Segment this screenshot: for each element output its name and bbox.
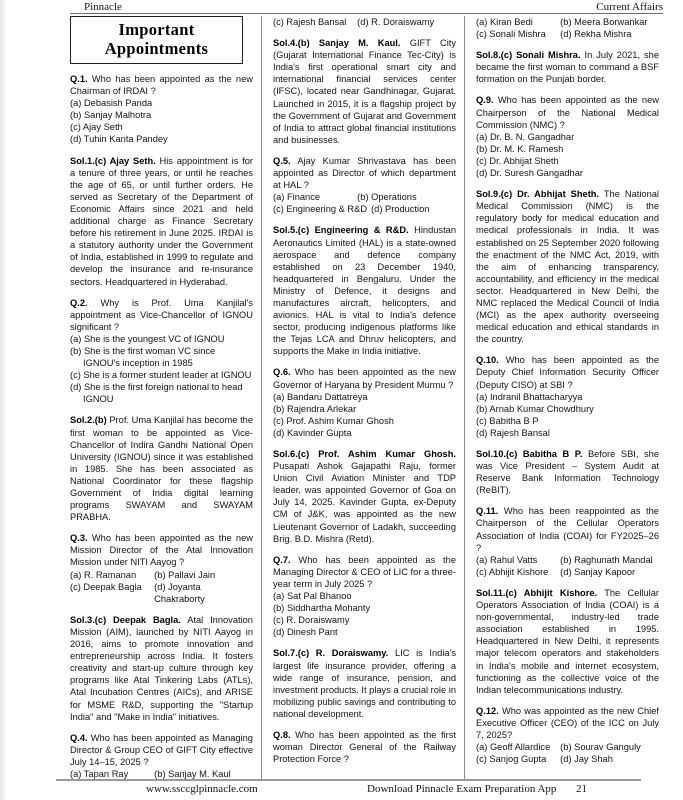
option-line: (a) Indranil Bhattacharyya: [476, 391, 583, 402]
option-item: (d) R. Doraiswamy: [357, 17, 435, 27]
option-line: [70, 569, 253, 581]
question-number: Q.5.: [273, 155, 291, 166]
option-item: (b) Sourav Ganguly: [560, 742, 641, 753]
option-line: [476, 28, 659, 40]
option-item: (d) Rekha Mishra: [560, 29, 632, 40]
solution-answer: Sol.1.(c) Ajay Seth.: [70, 155, 156, 166]
solution-answer: Sol.9.(c) Dr. Abhijat Sheth.: [476, 189, 600, 200]
option-line: [476, 566, 659, 578]
option-line: [476, 16, 659, 28]
solution-para: [273, 224, 456, 357]
question-text: Who has been reappointed as the Chairperson of the Cellular Operators Association of India (COAI) for FY2025–26 ?: [476, 506, 659, 553]
option-line: (a) Sat Pal Bhanoo: [273, 591, 352, 602]
question-number: Q.2.: [70, 297, 88, 308]
solution-text: The National Medical Commission (NMC) is the regulatory body for medical education and medical professionals in India. It was established on 25 September 2020 following the enactment of the NMC Act, 2019, with the aim of enhancing transparency, accountability, and efficiency in the medical sector. Headquartered in New Delhi, the NMC replaced the Medical Council of India (MCI) as the apex authority overseeing medical education and ethical standards in the country.: [476, 189, 659, 345]
content-area: [0, 14, 683, 779]
question-text: Who has been appointed as Managing Director & Group CEO of GIFT City effective July 14–15, 2025 ?: [70, 732, 253, 767]
question-number: Q.6.: [273, 367, 291, 378]
option-item: (a) Rahul Vatts: [476, 554, 538, 565]
options-block: [476, 16, 659, 40]
option-line: (c) R. Doraiswamy: [273, 615, 350, 626]
option-item: (b) Pallavi Jain: [154, 569, 216, 580]
solution-para: [70, 614, 253, 723]
page-header: [70, 0, 663, 14]
question-para: [476, 705, 659, 741]
question-block: [476, 354, 659, 439]
solution-para: [476, 587, 659, 696]
solution-text: In July 2021, she became the first woman to command a BSF formation on the Punjab border.: [476, 50, 660, 85]
solution-text: Atal Innovation Mission (AIM), launched by NITI Aayog in 2016, aims to promote innovation and entrepreneurship across India. It fosters creativity and start-up culture through key programs like Atal Tinkering Labs (ATLs), Atal Incubation Centres (AICs), and ARISE for MSME R&D, supporting the "Startup India" and "Make in India" initiatives.: [70, 614, 253, 722]
solution-block: [476, 587, 659, 696]
solution-answer: Sol.10.(c) Babitha B P.: [476, 449, 583, 459]
question-para: [70, 297, 253, 333]
option-line: (d) Tuhin Kanta Pandey: [70, 134, 168, 145]
question-para: [273, 729, 456, 765]
option-item: (c) Abhijit Kishore: [476, 566, 549, 577]
question-para: [476, 94, 659, 130]
solution-para: [70, 155, 253, 288]
option-line: (a) Dr. B. N. Gangadhar: [476, 131, 575, 142]
option-line: [273, 16, 456, 28]
solution-block: [476, 188, 659, 345]
option-item: (b) Operations: [357, 192, 417, 203]
solution-text: Pusapati Ashok Gajapathi Raju, former Union Civil Aviation Minister and TDP leader, was appointed Governor of Goa on July 14, 2025. Kavinder Gupta, ex-Deputy CM of J&K, was appointed as the new Lieutenant Governor of Ladakh, succeeding Brig. B.D. Mishra (Retd).: [273, 461, 456, 544]
column-2: [261, 16, 464, 779]
option-item: (a) Finance: [273, 192, 321, 203]
option-line: (a) Bandaru Dattatreya: [273, 391, 368, 402]
solution-block: [70, 155, 253, 288]
solution-block: [273, 37, 456, 146]
solution-text: LIC is India's largest life insurance provider, offering a wide range of insurance, pension, and investment products. It plays a crucial role in mobilizing public savings and contributing to national development.: [273, 648, 456, 719]
solution-text: His appointment is for a tenure of three years, or until he reaches the age of 65, or until further orders. He served as Secretary of the Department of Economic Affairs since 2021 and held additional charge as Finance Secretary before his retirement in June 2025. IRDAI is a statutory authority under the Government of India, established in 1999 to regulate and develop the insurance and re-insurance sectors. Headquartered in Hyderabad.: [70, 155, 253, 287]
chapter-title-text: Important Appointments: [104, 20, 209, 58]
solution-answer: Sol.6.(c) Prof. Ashim Kumar Ghosh.: [273, 449, 456, 459]
question-para: [273, 554, 456, 590]
question-para: [70, 732, 253, 768]
option-item: (a) Tapan Ray: [70, 768, 129, 779]
options-block: [273, 16, 456, 28]
solution-para: [476, 448, 659, 496]
question-block: [476, 505, 659, 578]
option-line: (c) Babitha B P: [476, 415, 539, 426]
option-item: (c) Sanjog Gupta: [476, 754, 547, 765]
option-line: [476, 741, 659, 753]
option-line: (c) Ajay Seth: [70, 122, 123, 133]
footer-rule: [56, 779, 641, 781]
solution-answer: Sol.4.(b) Sanjay M. Kaul.: [273, 38, 401, 49]
option-line: [476, 753, 659, 765]
question-block: [273, 155, 456, 215]
solution-answer: Sol.11.(c) Abhijit Kishore.: [476, 587, 598, 598]
solution-block: [273, 448, 456, 545]
option-line: [273, 191, 456, 203]
app-promo-text: Download Pinnacle Exam Preparation App: [367, 783, 557, 795]
question-text: Who has been appointed as the Managing Director & CEO of LIC for a three-year term in July 2025 ?: [273, 554, 456, 589]
question-number: Q.1.: [70, 74, 88, 84]
question-number: Q.10.: [476, 355, 499, 366]
question-block: [70, 732, 253, 779]
solution-para: [70, 414, 253, 523]
option-line: (d) She is the first foreign national to head IGNOU: [70, 382, 243, 405]
option-line: (b) She is the first woman VC since IGNOU's inception in 1985: [70, 345, 216, 369]
option-line: (c) Prof. Ashim Kumar Ghosh: [273, 415, 394, 426]
option-line: (c) Dr. Abhijat Sheth: [476, 155, 559, 166]
question-text: Who has been appointed as the new Mission Director of the Atal Innovation Mission under NITI Aayog ?: [70, 533, 253, 568]
question-number: Q.12.: [476, 705, 499, 716]
solution-text: Hindustan Aeronautics Limited (HAL) is a state-owned aerospace and defence company established on 23 December 1940, headquartered in Bengaluru. Under the Ministry of Defence, it designs and manufactures aircraft, helicopters, and avionics. HAL is vital to India's defence sector, producing indigenous platforms like the Tejas LCA and Dhruv helicopters, and supports the Make in India initiative.: [273, 225, 456, 357]
solution-answer: Sol.3.(c) Deepak Bagla.: [70, 614, 181, 625]
solution-block: [273, 224, 456, 357]
option-line: (b) Rajendra Arlekar: [273, 403, 357, 414]
question-para: [273, 155, 456, 191]
column-1: [70, 16, 261, 779]
solution-answer: Sol.5.(c) Engineering & R&D.: [273, 225, 409, 236]
question-text: Who has been appointed as the Deputy Chief Information Security Officer (Deputy CISO) at SBI ?: [476, 355, 659, 390]
chapter-title-box: [70, 16, 243, 64]
option-line: (d) Rajesh Bansal: [476, 427, 550, 438]
page-footer: [0, 779, 683, 800]
option-line: [70, 581, 253, 605]
solution-answer: Sol.8.(c) Sonali Mishra.: [476, 50, 581, 61]
option-item: (d) Joyanta Chakraborty: [154, 581, 205, 604]
option-item: (a) R. Ramanan: [70, 569, 137, 580]
question-text: Who has been appointed as the new Chairperson of the National Medical Commission (NMC) ?: [476, 95, 659, 130]
option-item: (b) Sanjay M. Kaul: [154, 768, 231, 779]
question-para: [476, 505, 659, 553]
solution-block: [70, 614, 253, 723]
solution-block: [476, 448, 659, 496]
solution-block: [273, 647, 456, 720]
solution-para: [476, 188, 659, 345]
option-item: (c) Rajesh Bansal: [273, 17, 347, 27]
solution-text: Before SBI, she was Vice President – System Audit at Reserve Bank Information Technology (ReBIT).: [476, 449, 659, 496]
website-text: www.ssccglpinnacle.com: [146, 783, 258, 795]
option-item: (c) Deepak Bagla: [70, 581, 142, 592]
option-line: (c) She is a former student leader at IGNOU: [70, 370, 252, 381]
solution-para: [273, 448, 456, 545]
option-item: (d) Production: [371, 204, 430, 215]
question-block: [476, 705, 659, 765]
question-number: Q.4.: [70, 732, 88, 743]
solution-para: [273, 37, 456, 146]
option-line: (b) Arnab Kumar Chowdhury: [476, 403, 594, 414]
question-text: Ajay Kumar Shrivastava has been appointed as Director of which department at HAL ?: [273, 155, 456, 191]
solution-answer: Sol.2.(b): [70, 415, 107, 426]
solution-text: GIFT City (Gujarat International Finance Tec-City) is India's first operational smart city and international financial services center (IFSC), located near Gandhinagar, Gujarat. Launched in 2015, it is a flagship project by the Government of Gujarat and Government of India to attract global financial institutions and businesses.: [273, 38, 457, 145]
column-3: [464, 16, 667, 779]
solution-para: [273, 647, 456, 720]
section-text: Current Affairs: [596, 1, 663, 13]
question-para: [273, 366, 456, 390]
question-text: Who has been appointed as the new Governor of Haryana by President Murmu ?: [273, 367, 456, 390]
question-text: Who was appointed as the new Chief Executive Officer (CEO) of the ICC on July 7, 2025?: [476, 705, 659, 740]
option-line: (b) Dr. M. K. Ramesh: [476, 143, 564, 154]
question-para: [476, 354, 659, 390]
option-item: (c) Sonali Mishra: [476, 29, 546, 40]
option-item: (b) Meera Borwankar: [560, 17, 648, 27]
question-number: Q.7.: [273, 554, 291, 565]
question-number: Q.11.: [476, 506, 499, 517]
option-item: (a) Kiran Bedi: [476, 17, 533, 27]
solution-answer: Sol.7.(c) R. Doraiswamy.: [273, 648, 389, 659]
page-number: 21: [576, 783, 587, 795]
brand-text: Pinnacle: [84, 1, 122, 13]
question-text: Who has been appointed as the first woman Director General of the Railway Protection Force ?: [273, 729, 456, 765]
question-block: [273, 366, 456, 439]
option-line: (b) Siddhartha Mohanty: [273, 603, 371, 614]
option-line: [476, 554, 659, 566]
question-block: [273, 729, 456, 765]
question-block: [273, 554, 456, 639]
option-line: (b) Sanjay Malhotra: [70, 110, 152, 121]
question-block: [70, 532, 253, 605]
solution-para: [476, 49, 659, 85]
question-text: Why is Prof. Uma Kanjilal's appointment as Vice-Chancellor of IGNOU significant ?: [70, 297, 253, 332]
question-number: Q.8.: [273, 729, 291, 740]
question-block: [476, 94, 659, 179]
question-text: Who has been appointed as the new Chairman of IRDAI ?: [70, 74, 253, 97]
option-item: (a) Geoff Allardice: [476, 742, 551, 753]
option-item: (d) Jay Shah: [560, 754, 613, 765]
option-line: [273, 203, 456, 215]
question-block: [70, 73, 253, 146]
option-item: (c) Engineering & R&D: [273, 204, 368, 215]
question-para: [70, 73, 253, 97]
option-line: (d) Dr. Suresh Gangadhar: [476, 168, 583, 179]
solution-text: The Cellular Operators Association of India (COAI) is a non-governmental, industry-led trade association established in 1995. Headquartered in New Delhi, it represents major telecom operators and stakeholders in India's mobile and internet ecosystem, functioning as the collective voice of the Indian telecommunications industry.: [476, 587, 659, 695]
option-item: (d) Sanjay Kapoor: [560, 566, 636, 577]
option-line: (a) Debasish Panda: [70, 98, 153, 109]
question-block: [70, 297, 253, 406]
option-line: (d) Dinesh Pant: [273, 627, 338, 638]
question-number: Q.9.: [476, 95, 494, 106]
solution-block: [70, 414, 253, 523]
option-line: [70, 768, 253, 779]
solution-text: Prof. Uma Kanjilal has become the first woman to be appointed as Vice-Chancellor of Indira Gandhi National Open University (IGNOU) since it was established in 1985. She has been associated as National Coordinator for these flagship Government of India digital learning programs SWAYAM and SWAYAM PRABHA.: [70, 415, 253, 523]
question-para: [70, 532, 253, 568]
option-line: (a) She is the youngest VC of IGNOU: [70, 333, 225, 344]
option-item: (b) Raghunath Mandal: [560, 554, 653, 565]
question-number: Q.3.: [70, 533, 88, 544]
solution-block: [476, 49, 659, 85]
option-line: (d) Kavinder Gupta: [273, 427, 352, 438]
